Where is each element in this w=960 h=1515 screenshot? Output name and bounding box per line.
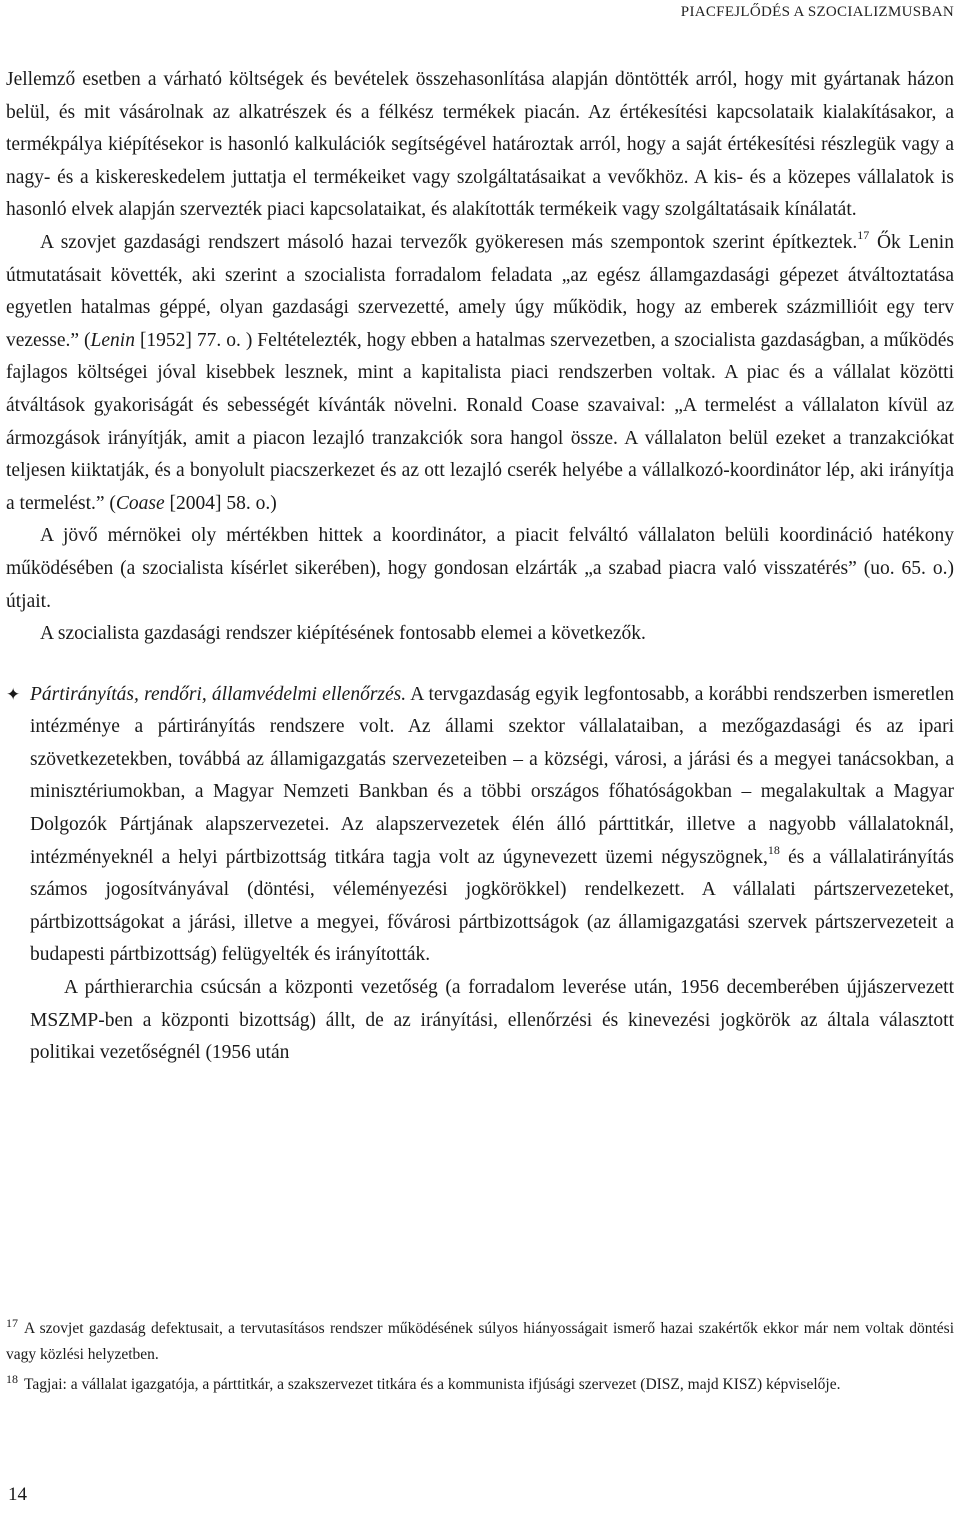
footnote-text: A szovjet gazdaság defektusait, a tervutasításos rendszer működésének súlyos hiányosságait ismerő hazai szakértők ekkor már nem voltak döntési vagy közlési helyzetben. (6, 1320, 954, 1363)
four-pointed-star-icon: ✦ (6, 684, 21, 704)
bullet-paragraph (30, 679, 954, 972)
page-number: 14 (8, 1484, 27, 1505)
paragraph-2-part-b: Ők Lenin útmutatásait követték, aki szerint a szocialista forradalom feladata „az egész államgazdasági gépezet átváltoztatása egyetlen hatalmas géppé, olyan gazdasági szervezetté, amely úgy működik, hogy az emberek százmillióit egy terv vezesse.” ( (6, 231, 954, 351)
bullet-item (6, 679, 954, 1070)
paragraph-2-part-d: [2004] 58. o.) (164, 492, 277, 514)
paragraph-1: Jellemző esetben a várható költségek és bevételek összehasonlítása alapján döntötték arról, hogy mit gyártanak házon belül, és mit vásárolnak az alkatrészek és a félkész termékek piacán. Az értékesítési kapcsolataik kialakításakor, a termékpálya kiépítésekor is hasonló kalkulációk segítségével határoztak arról, hogy a saját értékesítési részlegük vagy a nagy- és a kiskereskedelem juttatja el termékeiket vagy szolgáltatásaikat a vevőkhöz. A kis- és a közepes vállalatok is hasonló elvek alapján szervezték piaci kapcsolataikat, és alakították termékeik vagy szolgáltatásaik kínálatát. (6, 69, 954, 221)
paragraph-2 (6, 227, 954, 520)
footnote-number: 17 (6, 1316, 18, 1330)
footnote-18 (6, 1372, 954, 1398)
paragraph-2-part-a: A szovjet gazdasági rendszert másoló hazai tervezők gyökeresen más szempontok szerint építkeztek. (40, 231, 858, 253)
paragraph-4: A szocialista gazdasági rendszer kiépítésének fontosabb elemei a következők. (40, 623, 646, 645)
footnote-17 (6, 1316, 954, 1368)
citation-author-lenin: Lenin (90, 329, 135, 351)
running-header: PIACFEJLŐDÉS A SZOCIALIZMUSBAN (680, 4, 954, 20)
bullet-heading: Pártirányítás, rendőri, államvédelmi ellenőrzés. (30, 683, 407, 705)
footnote-text: Tagjai: a vállalat igazgatója, a párttitkár, a szakszervezet titkára és a kommunista ifjúsági szervezet (DISZ, majd KISZ) képviselője. (24, 1376, 841, 1393)
bullet-text-b: és a vállalatirányítás számos jogosítványával (döntési, véleményezési jogkörökkel) rendelkezett. A vállalati pártszervezeteket, pártbizottságokat a járási, illetve a megyei, fővárosi pártbizottságok (az államigazgatási szervek pártszervezeteit a budapesti pártbizottság) felügyelték és irányították. (30, 846, 954, 966)
paragraph-2-part-c: [1952] 77. o. ) Feltételezték, hogy ebben a hatalmas szervezetben, a szocialista gazdaságban, a működés fajlagos költségei jóval kisebbek lesznek, mint a kapitalista piaci rendszerben voltak. A piac és a vállalat közötti átváltások gyakoriságát és sebességét kívánták növelni. Ronald Coase szavaival: „A termelést a vállalaton kívül az ármozgások irányítják, amit a piacon lezajló tranzakciók sora hangol össze. A vállalaton belül ezeket a tranzakciókat teljesen kiiktatják, és a bonyolult piacszerkezet és az ott lezajló cserék helyébe a vállalkozó-koordinátor lép, aki irányítja a termelést.” ( (6, 329, 954, 514)
footnote-number: 18 (6, 1372, 18, 1386)
footnote-ref-17[interactable]: 17 (857, 227, 870, 242)
bullet-continuation: A párthierarchia csúcsán a központi vezetőség (a forradalom leverése után, 1956 decemberében újjászervezett MSZMP-ben a központi bizottság) állt, de az irányítási, ellenőrzési és kinevezési jogkörök az általa választott politikai vezetőségnél (1956 után (30, 977, 954, 1064)
paragraph-3: A jövő mérnökei oly mértékben hittek a koordinátor, a piacit felváltó vállalaton belüli koordináció hatékony működésében (a szocialista kísérlet sikerében), hogy gondosan elzárták „a szabad piacra való visszatérés” (uo. 65. o.) útjait. (6, 525, 954, 612)
footnote-ref-18[interactable]: 18 (767, 842, 780, 857)
citation-author-coase: Coase (115, 492, 165, 514)
main-text (6, 64, 954, 1070)
bullet-text-a: A tervgazdaság egyik legfontosabb, a korábbi rendszerben ismeretlen intézménye a pártirányítás rendszere volt. Az állami szektor vállalataiban, a mezőgazdasági és az ipari szövetkezetekben, továbbá az államigazgatás szervezeteiben – a községi, városi, a járási és a megyei tanácsokban, a minisztériumokban, a Magyar Nemzeti Bankban és a többi országos főhatóságokban – megalakultak a Magyar Dolgozók Pártjának alapszervezetei. Az alapszervezetek élén álló párttitkár, illetve a nagyobb vállalatoknál, intézményeknél a helyi pártbizottság titkára tagja volt az úgynevezett üzemi négyszögnek, (30, 683, 954, 868)
footnotes (6, 1316, 954, 1402)
